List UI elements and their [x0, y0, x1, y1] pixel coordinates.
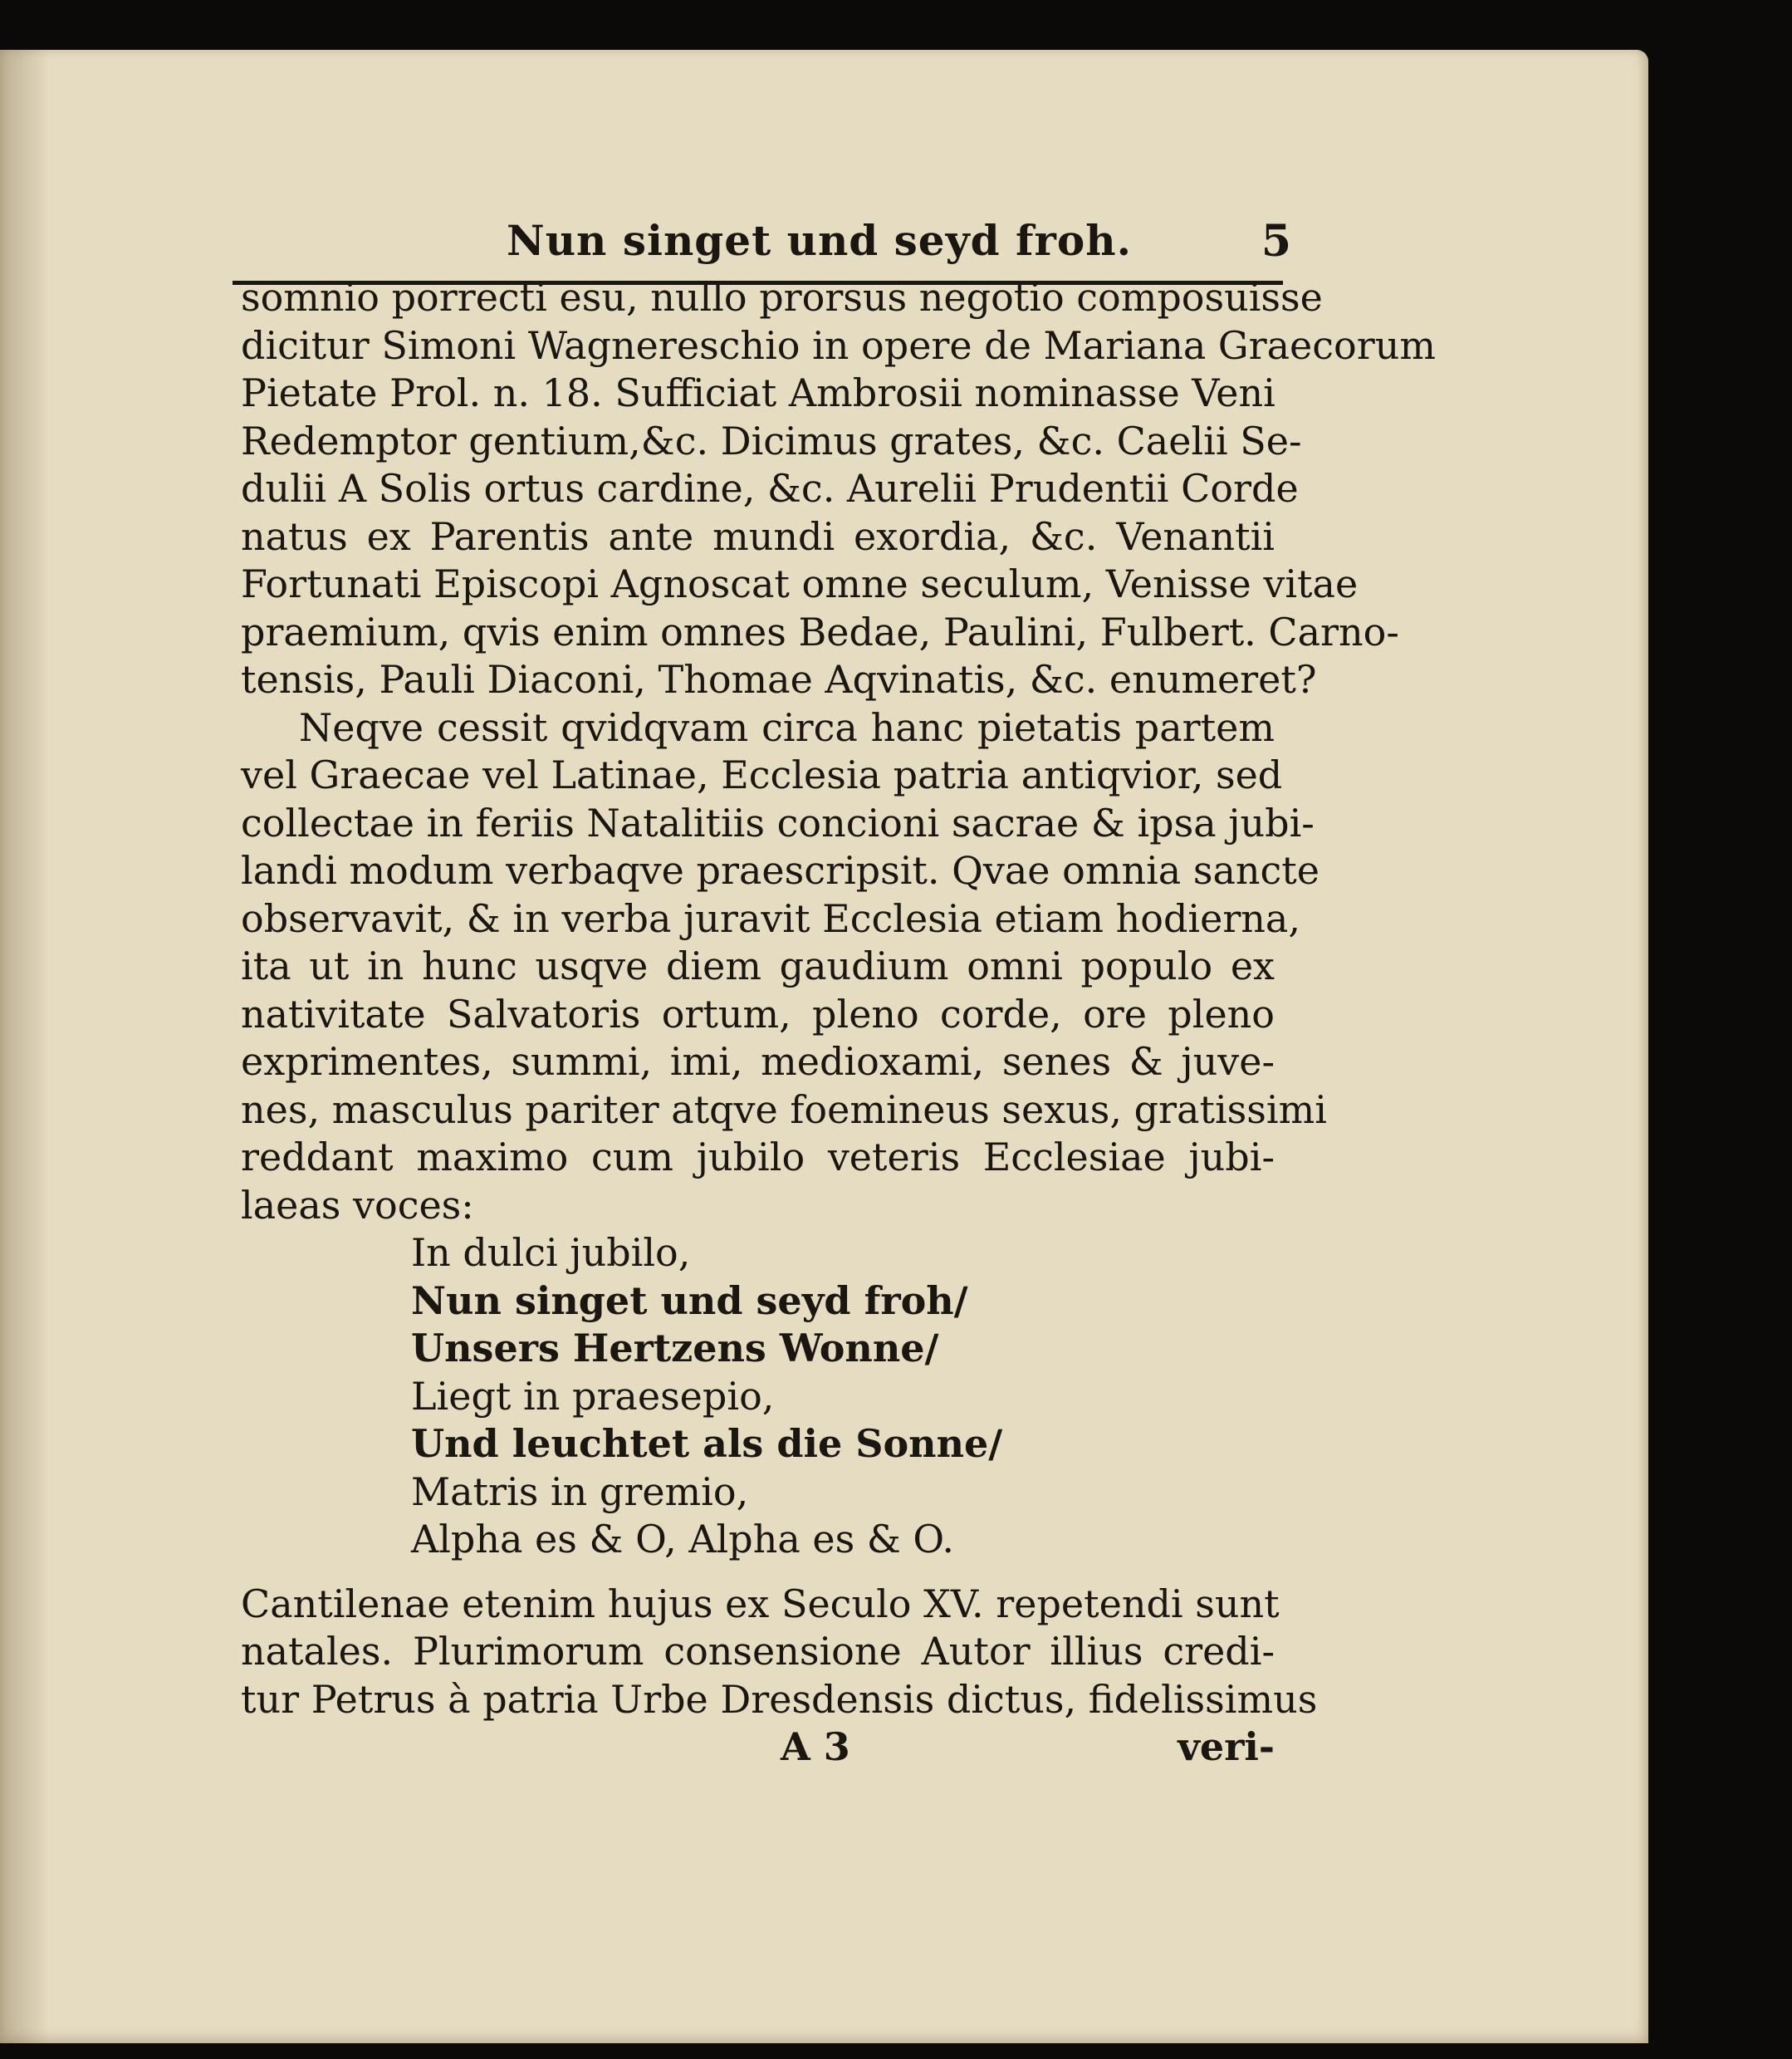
text-line: nes, masculus pariter atqve foemineus sexus, gratissimi — [241, 1086, 1327, 1132]
verse-line: Unsers Hertzens Wonne/ — [411, 1326, 939, 1370]
text-line: collectae in feriis Natalitiis concioni sacrae & ipsa jubi- — [241, 800, 1315, 846]
verse-spacer — [241, 1564, 1275, 1581]
paragraph-2 — [241, 704, 1327, 1230]
verse-line: Alpha es & O, Alpha es & O. — [411, 1517, 955, 1561]
hymn-verse — [241, 1229, 1275, 1564]
book-page — [0, 50, 1648, 2043]
text-line: nativitate Salvatoris ortum, pleno corde, ore pleno — [241, 991, 1275, 1037]
verse-line: Nun singet und seyd froh/ — [411, 1277, 968, 1323]
catchword: veri- — [1178, 1724, 1275, 1769]
page-gutter-shadow — [0, 50, 50, 2043]
text-line: Neqve cessit qvidqvam circa hanc pietatis partem — [299, 704, 1275, 750]
text-line: dulii A Solis ortus cardine, &c. Aurelii Prudentii Corde — [241, 466, 1299, 511]
text-line: tur Petrus à patria Urbe Dresdensis dictus, fidelissimus — [241, 1676, 1318, 1722]
verse-line: Matris in gremio, — [411, 1468, 749, 1514]
verse-line: In dulci jubilo, — [411, 1230, 691, 1275]
verse-line: Liegt in praesepio, — [411, 1373, 775, 1419]
text-line: tensis, Pauli Diaconi, Thomae Aqvinatis, &c. enumeret? — [241, 657, 1317, 702]
text-line: praemium, qvis enim omnes Bedae, Paulini, Fulbert. Carno- — [241, 609, 1399, 654]
text-line: natus ex Parentis ante mundi exordia, &c. Venantii — [241, 513, 1275, 559]
text-line: Redemptor gentium,&c. Dicimus grates, &c. Caelii Se- — [241, 418, 1302, 463]
text-block — [241, 183, 1436, 1772]
verse-line: Und leuchtet als die Sonne/ — [411, 1421, 1003, 1466]
text-line: Pietate Prol. n. 18. Sufficiat Ambrosii nominasse Veni — [241, 370, 1275, 415]
paragraph-3 — [241, 1581, 1318, 1724]
page-number: 5 — [1261, 216, 1291, 267]
page-footer — [241, 1723, 1275, 1772]
text-line: vel Graecae vel Latinae, Ecclesia patria antiqvior, sed — [241, 753, 1283, 797]
paragraph-1 — [241, 274, 1436, 704]
text-line: reddant maximo cum jubilo veteris Ecclesiae jubi- — [241, 1135, 1275, 1179]
text-line: laeas voces: — [241, 1182, 474, 1228]
text-line: landi modum verbaqve praescripsit. Qvae omnia sancte — [241, 848, 1320, 893]
text-line: Fortunati Episcopi Agnoscat omne seculum, Venisse vitae — [241, 561, 1359, 606]
text-line: dicitur Simoni Wagnereschio in opere de Mariana Graecorum — [241, 322, 1436, 368]
running-head: Nun singet und seyd froh. — [507, 216, 1133, 265]
text-line: ita ut in hunc usqve diem gaudium omni populo ex — [241, 944, 1275, 988]
text-line: observavit, & in verba juravit Ecclesia etiam hodierna, — [241, 895, 1300, 941]
text-line: Cantilenae etenim hujus ex Seculo XV. repetendi sunt — [241, 1581, 1280, 1626]
page-header — [241, 183, 1291, 274]
text-line: somnio porrecti esu, nullo prorsus negotio composuisse — [241, 275, 1323, 320]
text-line: natales. Plurimorum consensione Autor illius credi- — [241, 1629, 1275, 1674]
text-line: exprimentes, summi, imi, medioxami, senes & juve- — [241, 1039, 1275, 1084]
signature-mark: A 3 — [781, 1724, 850, 1769]
